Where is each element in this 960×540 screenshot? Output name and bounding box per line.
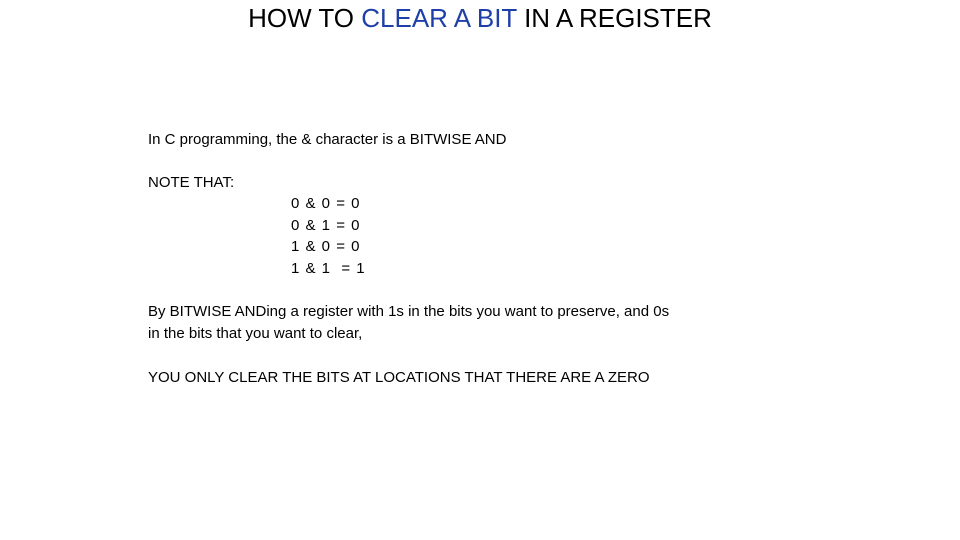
- truth-row: 1 & 0 = 0: [291, 238, 361, 255]
- title-part-3: IN A REGISTER: [516, 3, 712, 33]
- explanation-line-2: in the bits that you want to clear,: [148, 325, 363, 342]
- truth-row: 0 & 1 = 0: [291, 216, 361, 234]
- title-part-1: HOW TO: [248, 3, 362, 33]
- note-label: NOTE THAT:: [148, 174, 235, 191]
- intro-text: In C programming, the & character is a BITWISE AND: [148, 131, 507, 148]
- slide-title: [0, 2, 960, 34]
- truth-row: 1 & 1 = 1: [291, 259, 366, 277]
- conclusion-text: YOU ONLY CLEAR THE BITS AT LOCATIONS THAT THERE ARE A ZERO: [148, 369, 650, 386]
- explanation-line-1: By BITWISE ANDing a register with 1s in the bits you want to preserve, and 0s: [148, 303, 670, 320]
- title-highlight: CLEAR A BIT: [361, 3, 517, 33]
- truth-row: 0 & 0 = 0: [291, 195, 361, 212]
- truth-table: [291, 193, 366, 279]
